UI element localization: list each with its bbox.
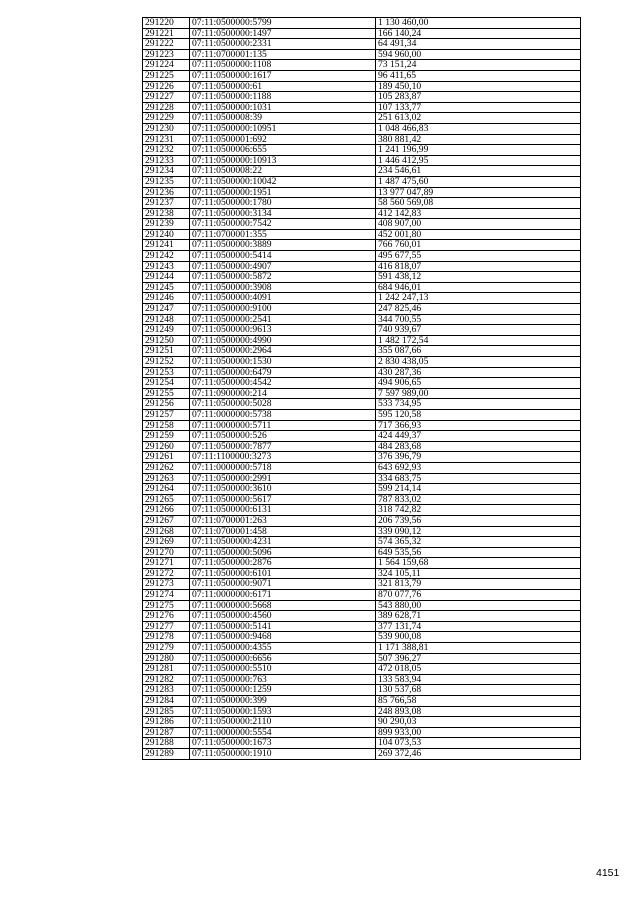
table-row [143,494,581,505]
cadastral-value-cell: 321 813,79 [376,579,581,590]
cadastral-number-cell: 07:11:0900000:214 [190,388,376,399]
page-number: 4151 [596,867,620,879]
cadastral-value-cell: 591 438,12 [376,272,581,283]
table-row [143,367,581,378]
table-row [143,166,581,177]
table-row [143,304,581,315]
cadastral-value-cell: 377 131,74 [376,621,581,632]
cadastral-value-cell: 96 411,65 [376,70,581,81]
cadastral-value-cell: 248 893,08 [376,706,581,717]
table-row [143,49,581,60]
table-row [143,251,581,262]
cadastral-value-cell: 334 683,75 [376,473,581,484]
cadastral-value-cell: 452 001,80 [376,229,581,240]
cadastral-value-cell: 133 583,94 [376,674,581,685]
cadastral-number-cell: 07:11:0700001:458 [190,526,376,537]
cadastral-number-cell: 07:11:0000000:5554 [190,727,376,738]
cadastral-number-cell: 07:11:0500000:6479 [190,367,376,378]
cadastral-value-cell: 574 365,32 [376,537,581,548]
row-number-cell: 291226 [143,81,190,92]
table-row [143,653,581,664]
cadastral-value-cell: 740 939,67 [376,325,581,336]
cadastral-value-cell: 1 487 475,60 [376,176,581,187]
cadastral-number-cell: 07:11:0500000:4355 [190,643,376,654]
cadastral-value-cell: 599 214,14 [376,484,581,495]
table-row [143,706,581,717]
row-number-cell: 291247 [143,304,190,315]
cadastral-value-cell: 416 818,07 [376,261,581,272]
cadastral-value-cell: 408 907,00 [376,219,581,230]
cadastral-value-cell: 389 628,71 [376,611,581,622]
cadastral-value-cell: 7 597 989,00 [376,388,581,399]
cadastral-value-cell: 105 283,87 [376,92,581,103]
row-number-cell: 291280 [143,653,190,664]
cadastral-value-cell: 376 396,79 [376,452,581,463]
row-number-cell: 291233 [143,155,190,166]
row-number-cell: 291252 [143,357,190,368]
row-number-cell: 291284 [143,696,190,707]
table-row [143,293,581,304]
cadastral-number-cell: 07:11:0500000:9613 [190,325,376,336]
cadastral-number-cell: 07:11:0000000:5711 [190,420,376,431]
cadastral-value-cell: 484 283,68 [376,441,581,452]
table-row [143,621,581,632]
cadastral-value-cell: 90 290,03 [376,717,581,728]
table-row [143,282,581,293]
cadastral-value-cell: 424 449,37 [376,431,581,442]
cadastral-value-cell: 234 546,61 [376,166,581,177]
row-number-cell: 291278 [143,632,190,643]
cadastral-number-cell: 07:11:0500006:655 [190,145,376,156]
cadastral-value-cell: 85 766,58 [376,696,581,707]
cadastral-number-cell: 07:11:0500000:6656 [190,653,376,664]
row-number-cell: 291246 [143,293,190,304]
cadastral-number-cell: 07:11:0700001:135 [190,49,376,60]
cadastral-value-cell: 344 700,55 [376,314,581,325]
cadastral-value-cell: 1 564 159,68 [376,558,581,569]
cadastral-value-cell: 494 906,65 [376,378,581,389]
row-number-cell: 291270 [143,547,190,558]
cadastral-number-cell: 07:11:0500000:3908 [190,282,376,293]
row-number-cell: 291262 [143,462,190,473]
cadastral-value-cell: 1 482 172,54 [376,335,581,346]
table-row [143,696,581,707]
table-row [143,484,581,495]
cadastral-number-cell: 07:11:0000000:6171 [190,590,376,601]
row-number-cell: 291268 [143,526,190,537]
row-number-cell: 291273 [143,579,190,590]
table-row [143,198,581,209]
row-number-cell: 291223 [143,49,190,60]
cadastral-value-cell: 870 077,76 [376,590,581,601]
row-number-cell: 291244 [143,272,190,283]
row-number-cell: 291248 [143,314,190,325]
table-row [143,420,581,431]
cadastral-value-cell: 684 946,01 [376,282,581,293]
row-number-cell: 291275 [143,600,190,611]
cadastral-value-cell: 355 087,66 [376,346,581,357]
table-row [143,102,581,113]
row-number-cell: 291255 [143,388,190,399]
cadastral-number-cell: 07:11:1100000:3273 [190,452,376,463]
table-row [143,155,581,166]
row-number-cell: 291288 [143,738,190,749]
cadastral-number-cell: 07:11:0500008:22 [190,166,376,177]
table-row [143,738,581,749]
cadastral-number-cell: 07:11:0500001:692 [190,134,376,145]
cadastral-number-cell: 07:11:0500000:4990 [190,335,376,346]
table-row [143,346,581,357]
table-row [143,229,581,240]
cadastral-number-cell: 07:11:0500000:1673 [190,738,376,749]
cadastral-value-cell: 2 830 438,05 [376,357,581,368]
row-number-cell: 291224 [143,60,190,71]
cadastral-number-cell: 07:11:0500000:1031 [190,102,376,113]
cadastral-number-cell: 07:11:0500000:5414 [190,251,376,262]
cadastral-number-cell: 07:11:0500000:2964 [190,346,376,357]
row-number-cell: 291269 [143,537,190,548]
table-row [143,515,581,526]
cadastral-value-cell: 206 739,56 [376,515,581,526]
table-row [143,611,581,622]
cadastral-value-cell: 495 677,55 [376,251,581,262]
cadastral-number-cell: 07:11:0000000:5668 [190,600,376,611]
cadastral-number-cell: 07:11:0500000:5510 [190,664,376,675]
cadastral-number-cell: 07:11:0500000:5141 [190,621,376,632]
table-row [143,674,581,685]
row-number-cell: 291265 [143,494,190,505]
row-number-cell: 291256 [143,399,190,410]
cadastral-number-cell: 07:11:0000000:5718 [190,462,376,473]
table-row [143,134,581,145]
cadastral-number-cell: 07:11:0500000:1951 [190,187,376,198]
table-row [143,748,581,759]
cadastral-value-cell: 247 825,46 [376,304,581,315]
cadastral-value-cell: 104 073,53 [376,738,581,749]
row-number-cell: 291285 [143,706,190,717]
table-row [143,473,581,484]
table-row [143,39,581,50]
row-number-cell: 291283 [143,685,190,696]
cadastral-number-cell: 07:11:0500000:1188 [190,92,376,103]
cadastral-number-cell: 07:11:0500000:4907 [190,261,376,272]
cadastral-number-cell: 07:11:0500000:1593 [190,706,376,717]
row-number-cell: 291266 [143,505,190,516]
table-row [143,431,581,442]
row-number-cell: 291257 [143,409,190,420]
row-number-cell: 291282 [143,674,190,685]
table-row [143,643,581,654]
cadastral-number-cell: 07:11:0500000:4231 [190,537,376,548]
row-number-cell: 291254 [143,378,190,389]
cadastral-number-cell: 07:11:0500000:5028 [190,399,376,410]
table-row [143,547,581,558]
cadastral-number-cell: 07:11:0500000:399 [190,696,376,707]
cadastral-number-cell: 07:11:0500000:3134 [190,208,376,219]
table-row [143,18,581,29]
cadastral-value-cell: 1 130 460,00 [376,18,581,29]
cadastral-number-cell: 07:11:0500000:5617 [190,494,376,505]
cadastral-value-cell: 472 018,05 [376,664,581,675]
cadastral-number-cell: 07:11:0500000:1497 [190,28,376,39]
cadastral-number-cell: 07:11:0500000:4560 [190,611,376,622]
row-number-cell: 291249 [143,325,190,336]
cadastral-value-cell: 543 880,00 [376,600,581,611]
row-number-cell: 291228 [143,102,190,113]
table-row [143,727,581,738]
row-number-cell: 291232 [143,145,190,156]
row-number-cell: 291240 [143,229,190,240]
table-row [143,462,581,473]
table-row [143,145,581,156]
cadastral-value-cell: 166 140,24 [376,28,581,39]
cadastral-value-cell: 539 900,08 [376,632,581,643]
cadastral-number-cell: 07:11:0500000:1910 [190,748,376,759]
row-number-cell: 291279 [143,643,190,654]
row-number-cell: 291230 [143,123,190,134]
row-number-cell: 291237 [143,198,190,209]
row-number-cell: 291263 [143,473,190,484]
table-row [143,526,581,537]
table-row [143,208,581,219]
cadastral-value-cell: 1 171 388,81 [376,643,581,654]
cadastral-value-cell: 58 560 569,08 [376,198,581,209]
cadastral-value-cell: 533 734,95 [376,399,581,410]
row-number-cell: 291242 [143,251,190,262]
row-number-cell: 291250 [143,335,190,346]
row-number-cell: 291227 [143,92,190,103]
row-number-cell: 291272 [143,568,190,579]
cadastral-number-cell: 07:11:0500000:1617 [190,70,376,81]
table-row [143,314,581,325]
cadastral-value-cell: 318 742,82 [376,505,581,516]
row-number-cell: 291260 [143,441,190,452]
cadastral-value-cell: 73 151,24 [376,60,581,71]
row-number-cell: 291271 [143,558,190,569]
table-row [143,568,581,579]
cadastral-value-cell: 430 287,36 [376,367,581,378]
table-row [143,272,581,283]
cadastral-number-cell: 07:11:0500000:1780 [190,198,376,209]
row-number-cell: 291277 [143,621,190,632]
table-row [143,717,581,728]
cadastral-value-cell: 1 241 196,99 [376,145,581,156]
cadastral-number-cell: 07:11:0500000:6131 [190,505,376,516]
table-row [143,28,581,39]
cadastral-value-cell: 717 366,93 [376,420,581,431]
cadastral-number-cell: 07:11:0500000:7542 [190,219,376,230]
cadastral-value-cell: 787 833,02 [376,494,581,505]
cadastral-number-cell: 07:11:0500000:3610 [190,484,376,495]
table-row [143,685,581,696]
table-row [143,60,581,71]
cadastral-number-cell: 07:11:0500000:10913 [190,155,376,166]
table-row [143,357,581,368]
row-number-cell: 291264 [143,484,190,495]
row-number-cell: 291221 [143,28,190,39]
row-number-cell: 291261 [143,452,190,463]
table-row [143,261,581,272]
cadastral-number-cell: 07:11:0500000:4542 [190,378,376,389]
table-row [143,664,581,675]
table-row [143,388,581,399]
cadastral-value-cell: 649 535,56 [376,547,581,558]
row-number-cell: 291281 [143,664,190,675]
cadastral-number-cell: 07:11:0500000:10042 [190,176,376,187]
cadastral-number-cell: 07:11:0500000:2331 [190,39,376,50]
cadastral-number-cell: 07:11:0700001:263 [190,515,376,526]
cadastral-value-cell: 13 977 047,89 [376,187,581,198]
row-number-cell: 291258 [143,420,190,431]
cadastral-number-cell: 07:11:0500000:7877 [190,441,376,452]
table-row [143,558,581,569]
row-number-cell: 291235 [143,176,190,187]
cadastral-number-cell: 07:11:0500000:9071 [190,579,376,590]
cadastral-value-cell: 64 491,34 [376,39,581,50]
cadastral-number-cell: 07:11:0500000:2876 [190,558,376,569]
cadastral-value-cell: 251 613,02 [376,113,581,124]
table-row [143,632,581,643]
row-number-cell: 291222 [143,39,190,50]
cadastral-value-cell: 643 692,93 [376,462,581,473]
row-number-cell: 291251 [143,346,190,357]
row-number-cell: 291236 [143,187,190,198]
table-row [143,452,581,463]
cadastral-number-cell: 07:11:0500000:2541 [190,314,376,325]
cadastral-value-cell: 189 450,10 [376,81,581,92]
row-number-cell: 291286 [143,717,190,728]
cadastral-number-cell: 07:11:0500000:9468 [190,632,376,643]
cadastral-value-cell: 130 537,68 [376,685,581,696]
cadastral-number-cell: 07:11:0500000:1530 [190,357,376,368]
table-row [143,81,581,92]
table-row [143,378,581,389]
cadastral-value-cell: 269 372,46 [376,748,581,759]
table-body [143,18,581,760]
cadastral-value-cell: 594 960,00 [376,49,581,60]
table-row [143,505,581,516]
cadastral-value-cell: 766 760,01 [376,240,581,251]
cadastral-value-cell: 899 933,00 [376,727,581,738]
cadastral-number-cell: 07:11:0500000:526 [190,431,376,442]
table-row [143,590,581,601]
table-row [143,113,581,124]
cadastral-number-cell: 07:11:0500000:6101 [190,568,376,579]
table-row [143,92,581,103]
cadastral-number-cell: 07:11:0500000:5096 [190,547,376,558]
cadastral-number-cell: 07:11:0700001:355 [190,229,376,240]
cadastral-value-cell: 324 105,11 [376,568,581,579]
row-number-cell: 291276 [143,611,190,622]
row-number-cell: 291231 [143,134,190,145]
table-row [143,187,581,198]
cadastral-number-cell: 07:11:0500000:5872 [190,272,376,283]
cadastral-value-cell: 1 242 247,13 [376,293,581,304]
cadastral-value-cell: 107 133,77 [376,102,581,113]
table-row [143,325,581,336]
table-row [143,240,581,251]
cadastral-value-cell: 380 881,42 [376,134,581,145]
row-number-cell: 291241 [143,240,190,251]
cadastral-number-cell: 07:11:0500000:1259 [190,685,376,696]
cadastral-number-cell: 07:11:0000000:5738 [190,409,376,420]
cadastral-number-cell: 07:11:0500000:2110 [190,717,376,728]
table-row [143,176,581,187]
table-row [143,600,581,611]
row-number-cell: 291245 [143,282,190,293]
table-row [143,537,581,548]
cadastral-value-cell: 507 396,27 [376,653,581,664]
cadastral-number-cell: 07:11:0500000:3889 [190,240,376,251]
cadastral-value-cell: 339 090,12 [376,526,581,537]
cadastral-value-table [142,17,581,760]
cadastral-value-cell: 412 142,83 [376,208,581,219]
cadastral-number-cell: 07:11:0500000:1108 [190,60,376,71]
cadastral-number-cell: 07:11:0500000:2991 [190,473,376,484]
cadastral-value-cell: 1 446 412,95 [376,155,581,166]
table-row [143,219,581,230]
table-row [143,399,581,410]
cadastral-number-cell: 07:11:0500000:4091 [190,293,376,304]
row-number-cell: 291274 [143,590,190,601]
cadastral-value-cell: 1 048 466,83 [376,123,581,134]
cadastral-number-cell: 07:11:0500000:9100 [190,304,376,315]
row-number-cell: 291225 [143,70,190,81]
row-number-cell: 291239 [143,219,190,230]
row-number-cell: 291238 [143,208,190,219]
cadastral-number-cell: 07:11:0500000:763 [190,674,376,685]
row-number-cell: 291234 [143,166,190,177]
table-row [143,70,581,81]
row-number-cell: 291243 [143,261,190,272]
cadastral-number-cell: 07:11:0500000:61 [190,81,376,92]
table-row [143,335,581,346]
row-number-cell: 291220 [143,18,190,29]
row-number-cell: 291229 [143,113,190,124]
row-number-cell: 291267 [143,515,190,526]
table-row [143,441,581,452]
table-row [143,123,581,134]
row-number-cell: 291259 [143,431,190,442]
cadastral-value-cell: 595 120,58 [376,409,581,420]
table-row [143,409,581,420]
row-number-cell: 291287 [143,727,190,738]
table-row [143,579,581,590]
cadastral-number-cell: 07:11:0500000:10951 [190,123,376,134]
row-number-cell: 291253 [143,367,190,378]
cadastral-number-cell: 07:11:0500000:5799 [190,18,376,29]
cadastral-number-cell: 07:11:0500008:39 [190,113,376,124]
row-number-cell: 291289 [143,748,190,759]
